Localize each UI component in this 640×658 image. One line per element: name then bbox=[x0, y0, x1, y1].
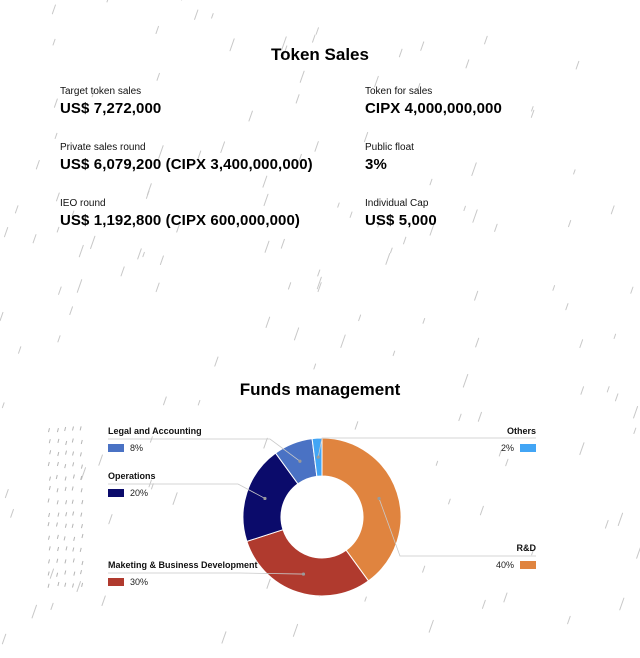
target-token-sales-value: US$ 7,272,000 bbox=[60, 100, 162, 117]
legend-legal-accounting-name: Legal and Accounting bbox=[108, 426, 202, 436]
legend-others-name: Others bbox=[506, 426, 536, 436]
legend-legal-accounting-pct: 8% bbox=[130, 443, 144, 453]
token-for-sales-label: Token for sales bbox=[365, 86, 433, 97]
leader-dot bbox=[263, 497, 266, 500]
leader-dot bbox=[302, 572, 305, 575]
legend-legal-accounting bbox=[108, 426, 202, 453]
donut-slice-maketing-business-development bbox=[247, 530, 369, 596]
legend-others-swatch bbox=[520, 444, 536, 452]
legend-operations-swatch bbox=[108, 489, 124, 497]
legend-rd bbox=[496, 543, 536, 570]
public-float-value: 3% bbox=[365, 156, 387, 173]
private-sales-label: Private sales round bbox=[60, 142, 146, 153]
public-float-label: Public float bbox=[365, 142, 414, 153]
legend-rd-swatch bbox=[520, 561, 536, 569]
legend-rd-pct: 40% bbox=[495, 560, 514, 570]
funds-management-title: Funds management bbox=[239, 380, 401, 399]
legend-others-pct: 2% bbox=[500, 443, 514, 453]
legend-marketing-pct: 30% bbox=[130, 577, 149, 587]
legend-operations-name: Operations bbox=[108, 471, 156, 481]
target-token-sales-label: Target token sales bbox=[60, 86, 142, 97]
ieo-round-label: IEO round bbox=[60, 198, 106, 209]
legend-legal-accounting-swatch bbox=[108, 444, 124, 452]
legend-marketing-name: Maketing & Business Development bbox=[108, 560, 258, 570]
legend-others bbox=[501, 426, 536, 453]
legend-operations-pct: 20% bbox=[130, 488, 149, 498]
legend-operations bbox=[108, 471, 156, 498]
ieo-round-value: US$ 1,192,800 (CIPX 600,000,000) bbox=[60, 212, 301, 229]
leader-dot bbox=[298, 460, 301, 463]
leader-dot bbox=[377, 497, 380, 500]
legend-marketing bbox=[108, 560, 258, 587]
private-sales-value: US$ 6,079,200 (CIPX 3,400,000,000) bbox=[60, 156, 313, 173]
token-for-sales-value: CIPX 4,000,000,000 bbox=[365, 100, 502, 117]
individual-cap-value: US$ 5,000 bbox=[365, 212, 437, 229]
leader-dot bbox=[317, 456, 320, 459]
legend-marketing-swatch bbox=[108, 578, 124, 586]
token-sales-title: Token Sales bbox=[271, 45, 369, 64]
legend-rd-name: R&D bbox=[516, 543, 536, 553]
individual-cap-label: Individual Cap bbox=[365, 198, 429, 209]
